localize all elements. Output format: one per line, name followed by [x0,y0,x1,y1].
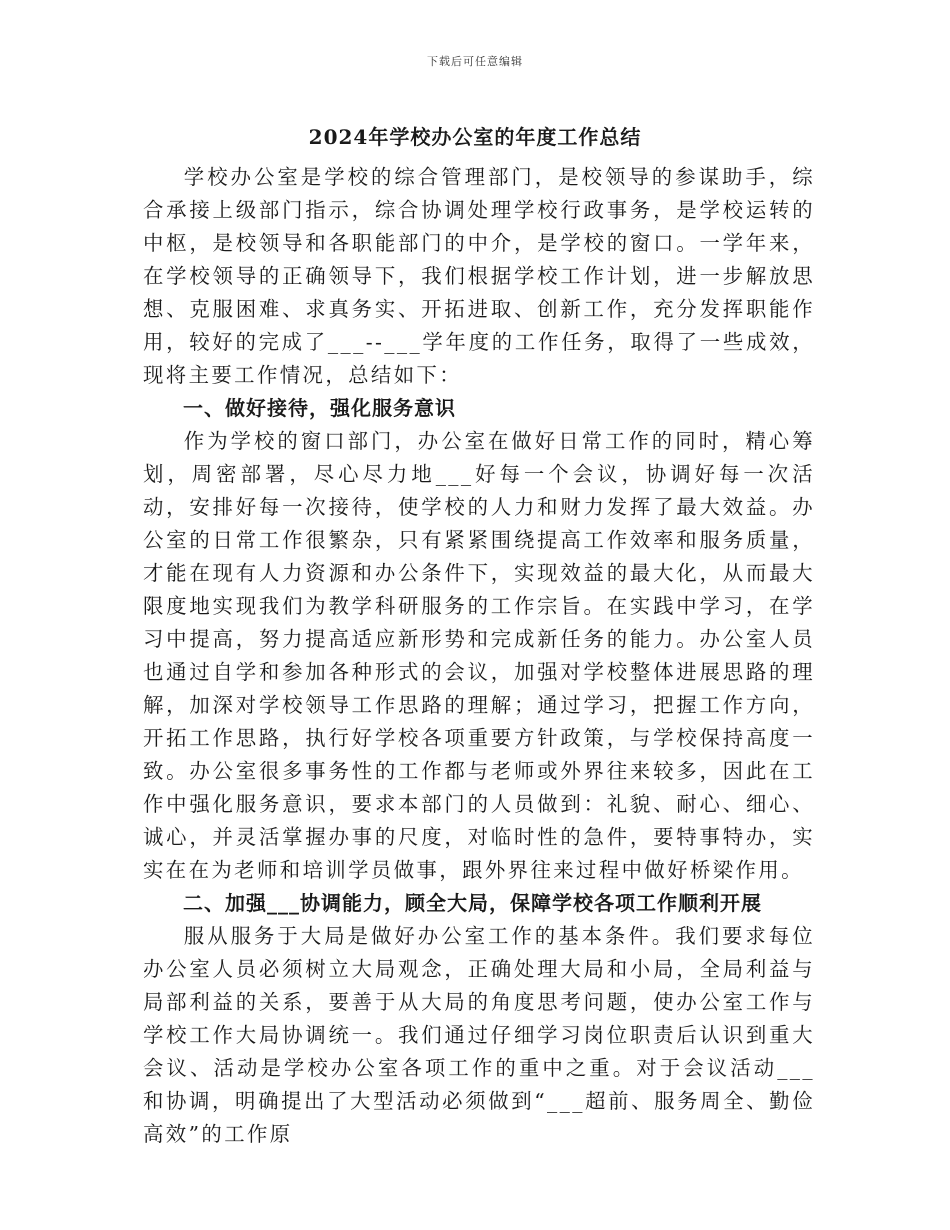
section-heading-1: 一、做好接待，强化服务意识 [183,396,456,420]
document-body [143,161,815,1151]
paragraph-section-2: 服从服务于大局是做好办公室工作的基本条件。我们要求每位办公室人员必须树立大局观念，正确处理大局和小局，全局利益与局部利益的关系，要善于从大局的角度思考问题，使办公室工作与学校工作大局协调统一。我们通过仔细学习岗位职责后认识到重大会议、活动是学校办公室各项工作的重中之重。对于会议活动___和协调，明确提出了大型活动必须做到“___超前、服务周全、勤俭高效”的工作原 [143,924,815,1146]
paragraph-intro: 学校办公室是学校的综合管理部门，是校领导的参谋助手，综合承接上级部门指示，综合协调处理学校行政事务，是学校运转的中枢，是校领导和各职能部门的中介，是学校的窗口。一学年来，在学校领导的正确领导下，我们根据学校工作计划，进一步解放思想、克服困难、求真务实、开拓进取、创新工作，充分发挥职能作用，较好的完成了___--___学年度的工作任务，取得了一些成效，现将主要工作情况，总结如下： [143,165,815,387]
paragraph-section-1: 作为学校的窗口部门，办公室在做好日常工作的同时，精心筹划，周密部署，尽心尽力地___好每一个会议，协调好每一次活动，安排好每一次接待，使学校的人力和财力发挥了最大效益。办公室的日常工作很繁杂，只有紧紧围绕提高工作效率和服务质量，才能在现有人力资源和办公条件下，实现效益的最大化，从而最大限度地实现我们为教学科研服务的工作宗旨。在实践中学习，在学习中提高，努力提高适应新形势和完成新任务的能力。办公室人员也通过自学和参加各种形式的会议，加强对学校整体进展思路的理解，加深对学校领导工作思路的理解；通过学习，把握工作方向，开拓工作思路，执行好学校各项重要方针政策，与学校保持高度一致。办公室很多事务性的工作都与老师或外界往来较多，因此在工作中强化服务意识，要求本部门的人员做到：礼貌、耐心、细心、诚心，并灵活掌握办事的尺度，对临时性的急件，要特事特办，实实在在为老师和培训学员做事，跟外界往来过程中做好桥梁作用。 [143,429,815,882]
section-heading-2: 二、加强___协调能力，顾全大局，保障学校各项工作顺利开展 [183,891,762,915]
header-note: 下载后可任意编辑 [427,55,523,68]
document-title: 2024年学校办公室的年度工作总结 [308,125,642,149]
